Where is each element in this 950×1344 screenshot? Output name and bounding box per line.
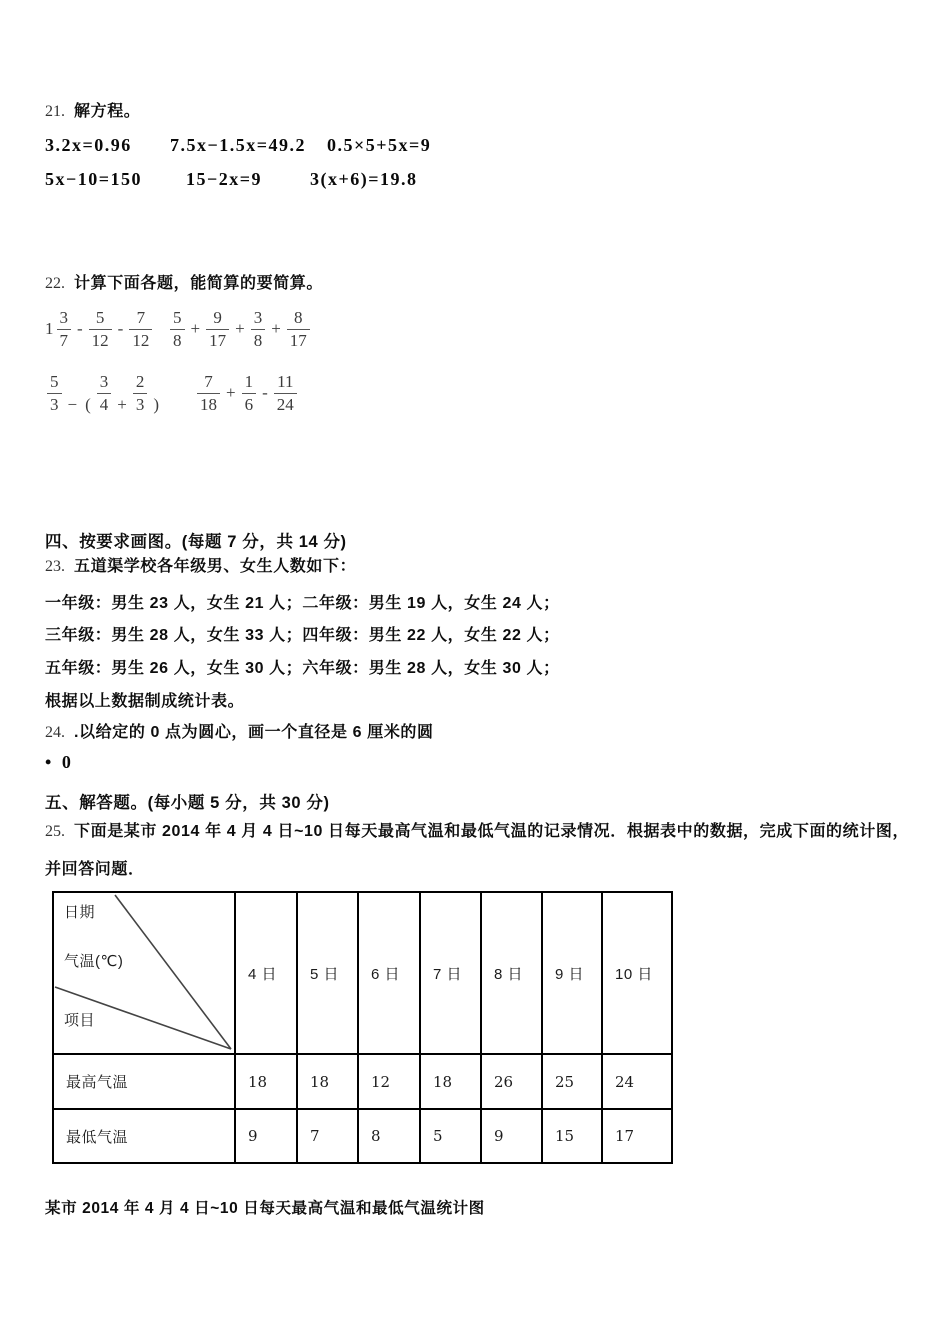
section-4-heading: 四、按要求画图。(每题 7 分，共 14 分) — [45, 533, 347, 551]
column-header-day7: 7 日 — [420, 892, 481, 1054]
question-23-line-1: 一年级：男生 23 人，女生 21 人；二年级：男生 19 人，女生 24 人； — [45, 595, 560, 612]
high-temp-day10: 24 — [602, 1054, 672, 1109]
question-25-heading — [45, 818, 909, 841]
corner-label-item: 项目 — [64, 1012, 96, 1029]
column-header-day8: 8 日 — [481, 892, 542, 1054]
table-row-low-temp — [53, 1109, 672, 1163]
equation-3: 0.5×5+5x=9 — [327, 135, 432, 155]
question-24-heading — [45, 719, 434, 742]
fraction: $\frac{5}{3}$ — [47, 372, 62, 414]
question-22-number: 22. — [45, 275, 65, 292]
temperature-table — [52, 891, 673, 1164]
operator: + — [271, 319, 281, 339]
high-temp-day7: 18 — [420, 1054, 481, 1109]
high-temp-day9: 25 — [542, 1054, 602, 1109]
question-24-title: .以给定的 0 点为圆心，画一个直径是 6 厘米的圆 — [74, 724, 434, 741]
question-22-heading — [45, 270, 323, 293]
high-temp-day8: 26 — [481, 1054, 542, 1109]
question-21-number: 21. — [45, 103, 65, 120]
question-25-line-1: 下面是某市 2014 年 4 月 4 日~10 日每天最高气温和最低气温的记录情况．根据表中的数据，完成下面的统计图， — [74, 823, 910, 840]
operator: + — [117, 395, 127, 415]
low-temp-day6: 8 — [358, 1109, 420, 1163]
fraction: $\frac{7}{18}$ — [197, 372, 220, 414]
high-temp-day4: 18 — [235, 1054, 297, 1109]
corner-label-temp: 气温(℃) — [64, 953, 124, 970]
question-23-line-2: 三年级：男生 28 人，女生 33 人；四年级：男生 22 人，女生 22 人； — [45, 627, 560, 644]
fraction: $\frac{1}{6}$ — [242, 372, 257, 414]
question-22-title: 计算下面各题，能简算的要简算。 — [74, 275, 324, 292]
fraction: $\frac{3}{7}$ — [57, 308, 72, 350]
equation-2: 7.5x−1.5x=49.2 — [170, 135, 307, 155]
operator: + — [226, 383, 236, 403]
fraction: $\frac{3}{8}$ — [251, 308, 266, 350]
column-header-day5: 5 日 — [297, 892, 358, 1054]
fraction: $\frac{5}{8}$ — [170, 308, 185, 350]
fraction: $\frac{5}{12}$ — [89, 308, 112, 350]
fraction-expression-2 — [168, 308, 312, 350]
high-temp-day5: 18 — [297, 1054, 358, 1109]
fraction-expression-3 — [45, 372, 163, 414]
operator: − — [67, 395, 78, 415]
operator: - — [77, 319, 83, 339]
low-temp-day7: 5 — [420, 1109, 481, 1163]
operator: ( — [85, 395, 91, 415]
equation-1: 3.2x=0.96 — [45, 135, 132, 155]
fraction-expression-4 — [195, 372, 299, 414]
fraction: $\frac{11}{24}$ — [274, 372, 297, 414]
low-temp-day5: 7 — [297, 1109, 358, 1163]
fraction: $\frac{3}{4}$ — [97, 372, 112, 414]
low-temp-day8: 9 — [481, 1109, 542, 1163]
equation-5: 15−2x=9 — [186, 169, 263, 189]
question-25-line-2: 并回答问题． — [45, 861, 145, 878]
question-23-line-4: 根据以上数据制成统计表。 — [45, 693, 245, 710]
bullet-dot-icon: • — [45, 752, 52, 772]
low-temp-day10: 17 — [602, 1109, 672, 1163]
point-label: 0 — [61, 752, 71, 772]
question-23-line-3: 五年级：男生 26 人，女生 30 人；六年级：男生 28 人，女生 30 人； — [45, 660, 560, 677]
operator: + — [190, 319, 201, 339]
circle-center-point — [45, 752, 71, 773]
corner-label-date: 日期 — [64, 904, 96, 921]
column-header-day9: 9 日 — [542, 892, 602, 1054]
table-header-row — [53, 892, 672, 1054]
fraction: $\frac{9}{17}$ — [206, 308, 229, 350]
question-23-title: 五道渠学校各年级男、女生人数如下： — [74, 558, 357, 575]
fraction: $\frac{7}{12}$ — [129, 308, 152, 350]
table-corner-cell — [53, 892, 235, 1054]
operator: - — [117, 319, 124, 339]
equation-6: 3(x+6)=19.8 — [310, 169, 418, 189]
operator: + — [235, 319, 245, 339]
table-row-high-temp — [53, 1054, 672, 1109]
chart-caption: 某市 2014 年 4 月 4 日~10 日每天最高气温和最低气温统计图 — [45, 1200, 485, 1217]
whole-number: 1 — [45, 319, 54, 339]
question-23-heading — [45, 553, 356, 576]
fraction: $\frac{2}{3}$ — [133, 372, 148, 414]
section-5-heading: 五、解答题。(每小题 5 分，共 30 分) — [45, 794, 330, 812]
high-temp-day6: 12 — [358, 1054, 420, 1109]
question-25-number: 25. — [45, 823, 65, 840]
column-header-day6: 6 日 — [358, 892, 420, 1054]
question-21-heading — [45, 98, 140, 121]
question-21-title: 解方程。 — [74, 103, 141, 120]
equation-4: 5x−10=150 — [45, 169, 143, 189]
column-header-day4: 4 日 — [235, 892, 297, 1054]
low-temp-day9: 15 — [542, 1109, 602, 1163]
column-header-day10: 10 日 — [602, 892, 672, 1054]
question-24-number: 24. — [45, 724, 65, 741]
fraction-expression-1 — [45, 308, 154, 350]
question-23-number: 23. — [45, 558, 65, 575]
operator: ) — [153, 395, 160, 415]
row-label-low-temp: 最低气温 — [53, 1109, 235, 1163]
low-temp-day4: 9 — [235, 1109, 297, 1163]
operator: - — [262, 383, 268, 403]
row-label-high-temp: 最高气温 — [53, 1054, 235, 1109]
fraction: $\frac{8}{17}$ — [287, 308, 310, 350]
